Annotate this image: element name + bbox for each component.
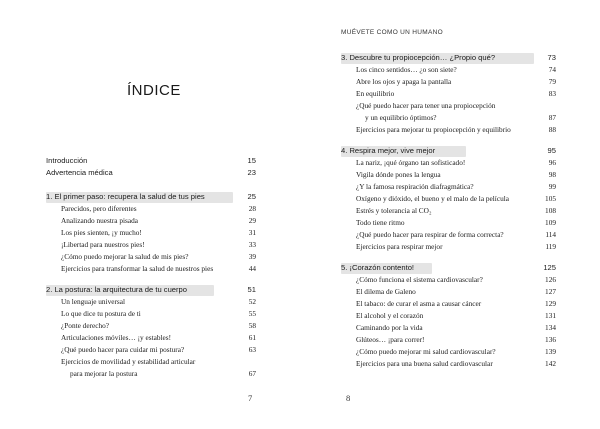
toc-item-page: 83 — [548, 89, 556, 98]
toc-entry-title: Introducción — [46, 156, 88, 165]
toc-item-page: 136 — [545, 335, 556, 344]
toc-item[interactable] — [61, 345, 256, 357]
toc-item[interactable] — [356, 89, 556, 101]
toc-item-title: ¿Y la famosa respiración diafragmática? — [356, 182, 474, 191]
toc-item-page: 79 — [548, 77, 556, 86]
toc-item-title: Ejercicios para una buena salud cardiovascular — [356, 359, 493, 368]
toc-item-page: 108 — [545, 206, 556, 215]
toc-chapter-title: 1. El primer paso: recupera la salud de tus pies — [46, 192, 205, 201]
page-number: 7 — [248, 393, 253, 403]
toc-item-title: El dilema de Galeno — [356, 287, 416, 296]
toc-item-title: Articulaciones móviles… ¡y estables! — [61, 333, 172, 342]
toc-item[interactable] — [356, 218, 556, 230]
toc-item-title: ¿Qué puedo hacer para tener una propiocepción — [356, 101, 496, 110]
toc-chapter-3[interactable] — [341, 53, 556, 65]
toc-item[interactable] — [356, 275, 556, 287]
toc-item[interactable] — [356, 158, 556, 170]
right-toc — [300, 0, 600, 429]
toc-item-title: Los pies sienten, ¡y mucho! — [61, 228, 142, 237]
toc-chapter-4[interactable] — [341, 146, 556, 158]
toc-item-page: 33 — [248, 240, 256, 249]
toc-item-title: Analizando nuestra pisada — [61, 216, 138, 225]
toc-item[interactable] — [356, 170, 556, 182]
toc-item[interactable] — [61, 321, 256, 333]
toc-item-title: ¡Libertad para nuestros pies! — [61, 240, 145, 249]
toc-item[interactable] — [356, 323, 556, 335]
toc-item-page: 142 — [545, 359, 556, 368]
toc-item-title: Estrés y tolerancia al CO₂ — [356, 206, 432, 215]
toc-item[interactable] — [356, 287, 556, 299]
toc-item[interactable] — [356, 347, 556, 359]
toc-item-title: ¿Ponte derecho? — [61, 321, 110, 330]
toc-item-title: Glúteos… ¡para correr! — [356, 335, 425, 344]
toc-item-title: ¿Cómo funciona el sistema cardiovascular? — [356, 275, 483, 284]
toc-item[interactable] — [61, 228, 256, 240]
toc-item-page: 28 — [248, 204, 256, 213]
toc-item-title: En equilibrio — [356, 89, 395, 98]
toc-item-page: 131 — [545, 311, 556, 320]
toc-item-title: ¿Cómo puedo mejorar la salud de mis pies? — [61, 252, 189, 261]
toc-item-title: La nariz, ¡qué órgano tan sofisticado! — [356, 158, 466, 167]
toc-item-page: 58 — [248, 321, 256, 330]
toc-item-page: 134 — [545, 323, 556, 332]
toc-entry-advertencia[interactable] — [46, 168, 256, 180]
toc-chapter-title: 4. Respira mejor, vive mejor — [341, 146, 436, 155]
toc-item[interactable] — [61, 204, 256, 216]
toc-item-title: ¿Cómo puedo mejorar mi salud cardiovascular? — [356, 347, 496, 356]
toc-item-page: 44 — [248, 264, 256, 273]
right-page — [300, 0, 600, 429]
toc-item[interactable] — [356, 125, 556, 137]
toc-item[interactable] — [356, 77, 556, 89]
toc-chapter-title: 2. La postura: la arquitectura de tu cuerpo — [46, 285, 187, 294]
toc-item[interactable] — [356, 182, 556, 194]
toc-item-page: 87 — [548, 113, 556, 122]
toc-item[interactable] — [356, 311, 556, 323]
toc-item-page: 114 — [545, 230, 556, 239]
toc-chapter-page: 73 — [547, 53, 556, 62]
toc-chapter-2[interactable] — [46, 285, 256, 297]
toc-item-page: 129 — [545, 299, 556, 308]
toc-item[interactable] — [356, 206, 556, 218]
toc-item-title: Caminando por la vida — [356, 323, 423, 332]
toc-item-page: 88 — [548, 125, 556, 134]
toc-item-page: 74 — [548, 65, 556, 74]
toc-item-title: Parecidos, pero diferentes — [61, 204, 137, 213]
toc-item-page: 29 — [248, 216, 256, 225]
toc-entry-page: 15 — [247, 156, 256, 165]
toc-item-page: 67 — [248, 369, 256, 378]
toc-item[interactable] — [356, 194, 556, 206]
toc-entry-page: 23 — [247, 168, 256, 177]
toc-item-title: y un equilibrio óptimos? — [365, 113, 437, 122]
toc-chapter-page: 95 — [547, 146, 556, 155]
toc-item-page: 63 — [248, 345, 256, 354]
toc-item-page: 52 — [248, 297, 256, 306]
toc-entry-intro[interactable] — [46, 156, 256, 168]
toc-item[interactable] — [356, 242, 556, 254]
toc-item[interactable] — [356, 230, 556, 242]
toc-item[interactable] — [356, 299, 556, 311]
index-title: ÍNDICE — [127, 82, 181, 99]
toc-item[interactable] — [61, 252, 256, 264]
toc-item[interactable] — [356, 335, 556, 347]
toc-item[interactable] — [61, 333, 256, 345]
toc-chapter-5[interactable] — [341, 263, 556, 275]
toc-item[interactable] — [61, 357, 256, 369]
toc-item[interactable] — [61, 216, 256, 228]
toc-chapter-page: 125 — [543, 263, 556, 272]
toc-item-page: 105 — [545, 194, 556, 203]
toc-item-page: 119 — [545, 242, 556, 251]
toc-chapter-page: 25 — [247, 192, 256, 201]
toc-item-title: Lo que dice tu postura de ti — [61, 309, 141, 318]
toc-chapter-title: 3. Descubre tu propiocepción… ¿Propio qué? — [341, 53, 496, 62]
toc-chapter-page: 51 — [247, 285, 256, 294]
toc-item-page: 96 — [548, 158, 556, 167]
toc-item[interactable] — [356, 359, 556, 371]
toc-item-title: Ejercicios de movilidad y estabilidad articular — [61, 357, 196, 366]
toc-item-page: 61 — [248, 333, 256, 342]
toc-item-page: 31 — [248, 228, 256, 237]
toc-item[interactable] — [61, 264, 256, 276]
toc-item-title: Los cinco sentidos… ¿o son siete? — [356, 65, 457, 74]
toc-item-title: Un lenguaje universal — [61, 297, 126, 306]
toc-item-page: 127 — [545, 287, 556, 296]
toc-item-page: 126 — [545, 275, 556, 284]
toc-item[interactable] — [61, 297, 256, 309]
toc-item-title: Todo tiene ritmo — [356, 218, 405, 227]
toc-item-title: Oxígeno y dióxido, el bueno y el malo de la película — [356, 194, 509, 203]
running-head: MUÉVETE COMO UN HUMANO — [341, 29, 443, 36]
page-number: 8 — [346, 393, 351, 403]
toc-item-title: Ejercicios para respirar mejor — [356, 242, 443, 251]
toc-item-title: El tabaco: de curar el asma a causar cáncer — [356, 299, 482, 308]
toc-chapter-1[interactable] — [46, 192, 256, 204]
toc-item-page: 139 — [545, 347, 556, 356]
toc-item-page: 99 — [548, 182, 556, 191]
toc-item-title: Ejercicios para mejorar tu propiocepción y equilibrio — [356, 125, 511, 134]
toc-item-page: 55 — [248, 309, 256, 318]
toc-item-title: ¿Qué puedo hacer para respirar de forma correcta? — [356, 230, 504, 239]
toc-item[interactable] — [61, 240, 256, 252]
toc-item[interactable] — [356, 101, 556, 113]
toc-item-continuation[interactable] — [365, 113, 556, 125]
toc-item-page: 109 — [545, 218, 556, 227]
toc-item-continuation[interactable] — [70, 369, 256, 381]
toc-item-title: ¿Qué puedo hacer para cuidar mi postura? — [61, 345, 185, 354]
toc-item-title: Abre los ojos y apaga la pantalla — [356, 77, 452, 86]
toc-item-title: para mejorar la postura — [70, 369, 138, 378]
toc-item-title: Ejercicios para transformar la salud de nuestros pies — [61, 264, 214, 273]
toc-item[interactable] — [61, 309, 256, 321]
toc-item-title: Vigila dónde pones la lengua — [356, 170, 441, 179]
toc-item-page: 39 — [248, 252, 256, 261]
toc-item-page: 98 — [548, 170, 556, 179]
toc-entry-title: Advertencia médica — [46, 168, 113, 177]
toc-chapter-title: 5. ¡Corazón contento! — [341, 263, 415, 272]
toc-item-title: El alcohol y el corazón — [356, 311, 424, 320]
toc-item[interactable] — [356, 65, 556, 77]
